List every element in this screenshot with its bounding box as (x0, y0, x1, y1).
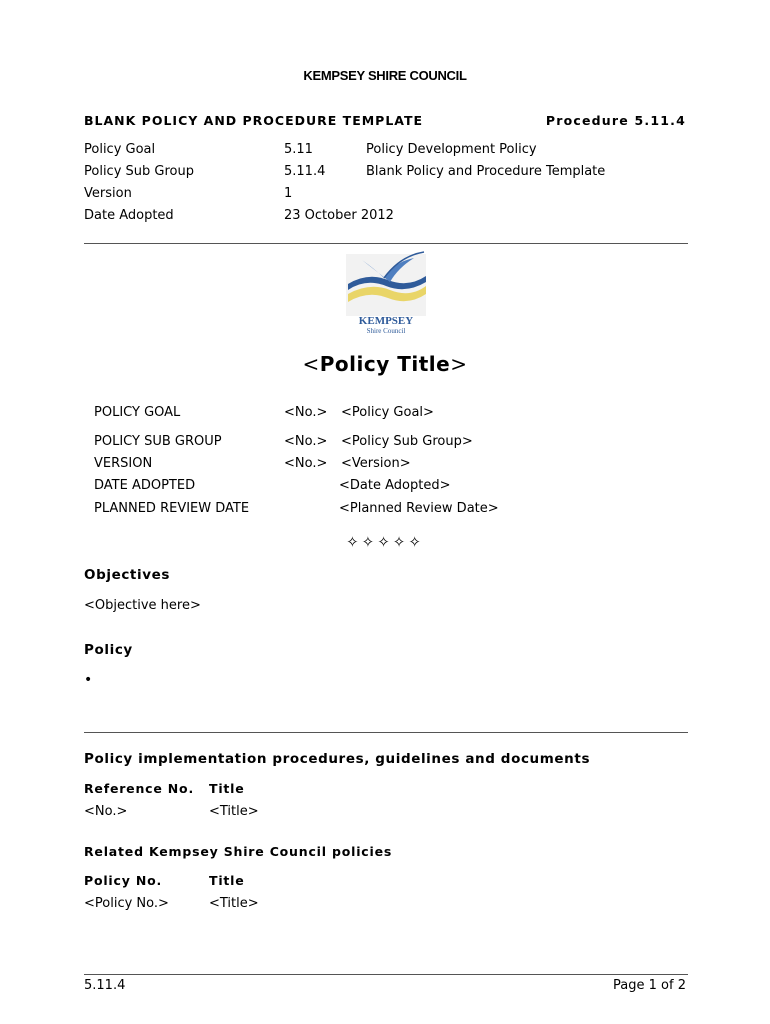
meta-number: 5.11.4 (284, 164, 326, 179)
procedure-reference: Procedure 5.11.4 (545, 113, 686, 128)
council-name: KEMPSEY SHIRE COUNCIL (303, 68, 467, 83)
implementation-col-title: Title (209, 781, 245, 796)
detail-label: POLICY SUB GROUP (94, 434, 222, 449)
svg-text:KEMPSEY: KEMPSEY (358, 315, 414, 327)
implementation-col-ref: Reference No. (84, 781, 194, 796)
related-row-title: <Title> (209, 896, 259, 911)
policy-title: <Policy Title> (302, 352, 468, 376)
template-title: BLANK POLICY AND PROCEDURE TEMPLATE (84, 113, 424, 128)
meta-number: 5.11 (284, 142, 313, 157)
page-number: Page 1 of 2 (613, 978, 686, 993)
footer-line (84, 974, 688, 975)
meta-number: 1 (284, 186, 293, 201)
related-col-ref: Policy No. (84, 873, 163, 888)
section-divider-symbols: ✧✧✧✧✧ (346, 533, 424, 551)
detail-number: <No.> (284, 456, 328, 471)
implementation-row-ref: <No.> (84, 804, 128, 819)
policy-bullet: • (84, 672, 93, 688)
related-row-ref: <Policy No.> (84, 896, 169, 911)
objectives-text: <Objective here> (84, 598, 201, 613)
detail-label: PLANNED REVIEW DATE (94, 501, 250, 516)
related-heading: Related Kempsey Shire Council policies (84, 844, 393, 859)
detail-value: <Policy Goal> (341, 405, 434, 420)
detail-value: <Policy Sub Group> (341, 434, 473, 449)
meta-label: Policy Goal (84, 142, 156, 157)
implementation-heading: Policy implementation procedures, guidelines and documents (84, 751, 591, 767)
detail-value: <Version> (341, 456, 411, 471)
detail-value: <Date Adopted> (339, 478, 451, 493)
council-logo (340, 248, 432, 336)
logo-graphic (340, 248, 432, 336)
divider-line (84, 243, 688, 244)
implementation-row-title: <Title> (209, 804, 259, 819)
detail-label: POLICY GOAL (94, 405, 181, 420)
meta-label: Version (84, 186, 132, 201)
meta-value: Policy Development Policy (366, 142, 537, 157)
divider-line (84, 732, 688, 733)
meta-value: Blank Policy and Procedure Template (366, 164, 606, 179)
detail-number: <No.> (284, 405, 328, 420)
detail-label: DATE ADOPTED (94, 478, 196, 493)
svg-text:Shire Council: Shire Council (366, 327, 406, 335)
objectives-heading: Objectives (84, 567, 170, 583)
meta-label: Policy Sub Group (84, 164, 194, 179)
meta-label: Date Adopted (84, 208, 174, 223)
related-col-title: Title (209, 873, 245, 888)
detail-number: <No.> (284, 434, 328, 449)
policy-heading: Policy (84, 642, 133, 658)
detail-label: VERSION (94, 456, 153, 471)
footer-reference: 5.11.4 (84, 978, 126, 993)
meta-number: 23 October 2012 (284, 208, 394, 223)
detail-value: <Planned Review Date> (339, 501, 499, 516)
